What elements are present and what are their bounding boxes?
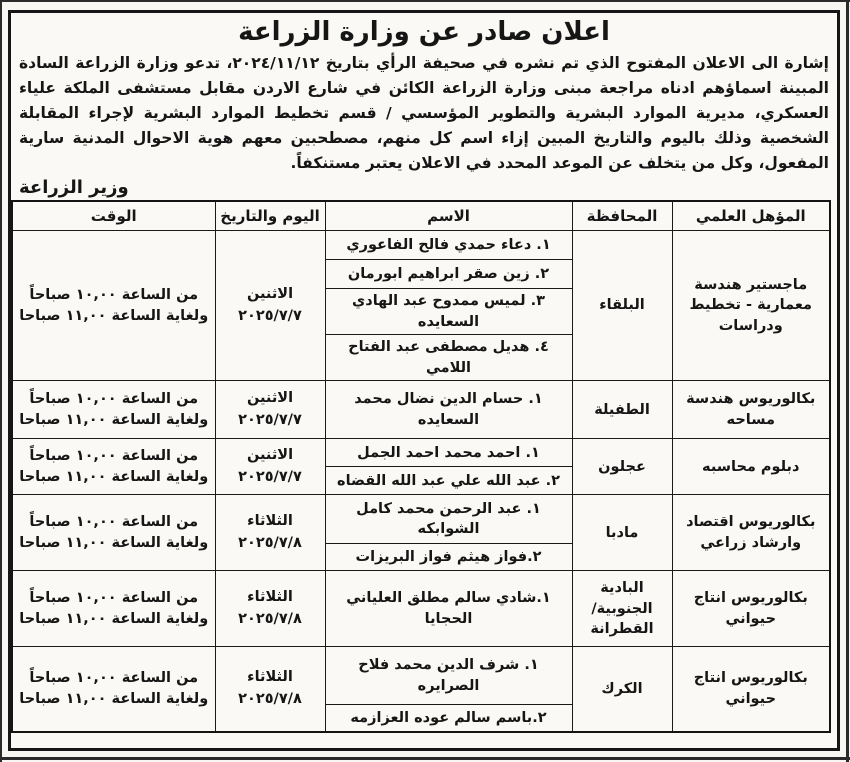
newspaper-rule-right	[846, 0, 849, 762]
day-label: الاثنين	[246, 447, 294, 464]
day-date-cell	[215, 647, 325, 732]
candidate-name-cell: ١. حسام الدين نضال محمد السعايده	[325, 381, 572, 439]
time-line: من الساعة ١٠,٠٠ صباحاً	[29, 590, 199, 607]
date-value: ٢٠٢٥/٧/٨	[238, 691, 302, 708]
time-line: من الساعة ١٠,٠٠ صباحاً	[29, 448, 199, 465]
candidate-name-cell: ٣. لميس ممدوح عبد الهادي السعايده	[325, 289, 572, 335]
newspaper-rule-bottom	[0, 757, 850, 760]
time-cell	[12, 571, 215, 647]
table-row	[12, 439, 830, 467]
table-row	[12, 381, 830, 439]
date-value: ٢٠٢٥/٧/٧	[238, 468, 302, 485]
candidate-name-cell: ٢. عبد الله علي عبد الله القضاه	[325, 467, 572, 495]
day-date-cell	[215, 439, 325, 495]
candidate-name-cell: ٢.باسم سالم عوده العزازمه	[325, 705, 572, 732]
time-line: من الساعة ١٠,٠٠ صباحاً	[29, 514, 199, 531]
time-cell	[12, 439, 215, 495]
day-label: الثلاثاء	[247, 669, 293, 686]
table-row	[12, 571, 830, 647]
time-cell	[12, 231, 215, 381]
column-header-governorate: المحافظة	[572, 201, 672, 231]
schedule-table	[11, 200, 831, 733]
announcement-body: إشارة الى الاعلان المفتوح الذي تم نشره في صحيفة الرأي بتاريخ ٢٠٢٤/١١/١٢، تدعو وزارة الزراعة السادة المبينة اسماؤهم ادناه مراجعة مبنى وزارة الزراعة الكائن في شارع الاردن مقابل مستشفى الملكة علياء العسكري، مديرية الموارد البشرية والتطوير المؤسسي / قسم تخطيط الموارد البشرية لإجراء المقابلة الشخصية وذلك باليوم والتاريخ المبين إزاء اسم كل منهم، مصطحبين معهم هوية الاحوال المدنية سارية المفعول، وكل من يتخلف عن الموعد المحدد في الاعلان يعتبر مستنكفاً.	[19, 54, 829, 172]
day-label: الاثنين	[246, 390, 294, 407]
governorate-cell: عجلون	[572, 439, 672, 495]
candidate-name-cell: ١. دعاء حمدي فالح الفاعوري	[325, 231, 572, 260]
time-cell	[12, 381, 215, 439]
date-value: ٢٠٢٥/٧/٧	[238, 307, 302, 324]
day-date-cell	[215, 495, 325, 571]
announcement-box	[8, 10, 840, 751]
time-line: ولغاية الساعة ١١,٠٠ صباحا	[19, 411, 209, 428]
governorate-cell: البادية الجنوبية/ القطرانة	[572, 571, 672, 647]
time-cell	[12, 647, 215, 732]
day-label: الثلاثاء	[247, 513, 293, 530]
qualification-cell: بكالوريوس انتاج حيواني	[672, 647, 830, 732]
table-row	[12, 495, 830, 544]
time-line: ولغاية الساعة ١١,٠٠ صباحا	[19, 468, 209, 485]
date-value: ٢٠٢٥/٧/٨	[238, 534, 302, 551]
time-line: ولغاية الساعة ١١,٠٠ صباحا	[19, 534, 209, 551]
candidate-name-cell: ٢.فواز هيثم فواز البريزات	[325, 544, 572, 571]
time-line: ولغاية الساعة ١١,٠٠ صباحا	[19, 610, 209, 627]
time-line: من الساعة ١٠,٠٠ صباحاً	[29, 670, 199, 687]
governorate-cell: مادبا	[572, 495, 672, 571]
column-header-day-date: اليوم والتاريخ	[215, 201, 325, 231]
day-date-cell	[215, 571, 325, 647]
column-header-qualification: المؤهل العلمي	[672, 201, 830, 231]
newspaper-rule-left	[0, 0, 2, 762]
qualification-cell: بكالوريوس هندسة مساحه	[672, 381, 830, 439]
table-row	[12, 647, 830, 705]
column-header-time: الوقت	[12, 201, 215, 231]
qualification-cell: ماجستير هندسة معمارية - تخطيط ودراسات	[672, 231, 830, 381]
time-line: ولغاية الساعة ١١,٠٠ صباحا	[19, 691, 209, 708]
candidate-name-cell: ١. شرف الدين محمد فلاح الصرايره	[325, 647, 572, 705]
day-date-cell	[215, 231, 325, 381]
candidate-name-cell: ٤. هديل مصطفى عبد الفتاح اللامي	[325, 335, 572, 381]
date-value: ٢٠٢٥/٧/٧	[238, 411, 302, 428]
day-label: الاثنين	[246, 285, 294, 302]
governorate-cell: البلقاء	[572, 231, 672, 381]
time-line: من الساعة ١٠,٠٠ صباحاً	[29, 391, 199, 408]
candidate-name-cell: ٢. زين صقر ابراهيم ابورمان	[325, 260, 572, 289]
time-cell	[12, 495, 215, 571]
qualification-cell: دبلوم محاسبه	[672, 439, 830, 495]
time-line: من الساعة ١٠,٠٠ صباحاً	[29, 287, 199, 304]
announcement-title: اعلان صادر عن وزارة الزراعة	[238, 17, 610, 47]
day-date-cell	[215, 381, 325, 439]
header-row	[12, 201, 830, 231]
candidate-name-cell: ١. عبد الرحمن محمد كامل الشوابكه	[325, 495, 572, 544]
day-label: الثلاثاء	[247, 589, 293, 606]
schedule-table-header	[12, 201, 830, 231]
time-line: ولغاية الساعة ١١,٠٠ صباحا	[19, 307, 209, 324]
governorate-cell: الطفيلة	[572, 381, 672, 439]
candidate-name-cell: ١.شادي سالم مطلق العلياني الحجايا	[325, 571, 572, 647]
governorate-cell: الكرك	[572, 647, 672, 732]
newspaper-rule-top	[0, 0, 850, 2]
qualification-cell: بكالوريوس اقتصاد وارشاد زراعي	[672, 495, 830, 571]
schedule-table-body	[12, 231, 830, 732]
qualification-cell: بكالوريوس انتاج حيواني	[672, 571, 830, 647]
date-value: ٢٠٢٥/٧/٨	[238, 610, 302, 627]
column-header-name: الاسم	[325, 201, 572, 231]
minister-signature: وزير الزراعة	[19, 177, 129, 198]
table-row	[12, 231, 830, 260]
candidate-name-cell: ١. احمد محمد احمد الجمل	[325, 439, 572, 467]
